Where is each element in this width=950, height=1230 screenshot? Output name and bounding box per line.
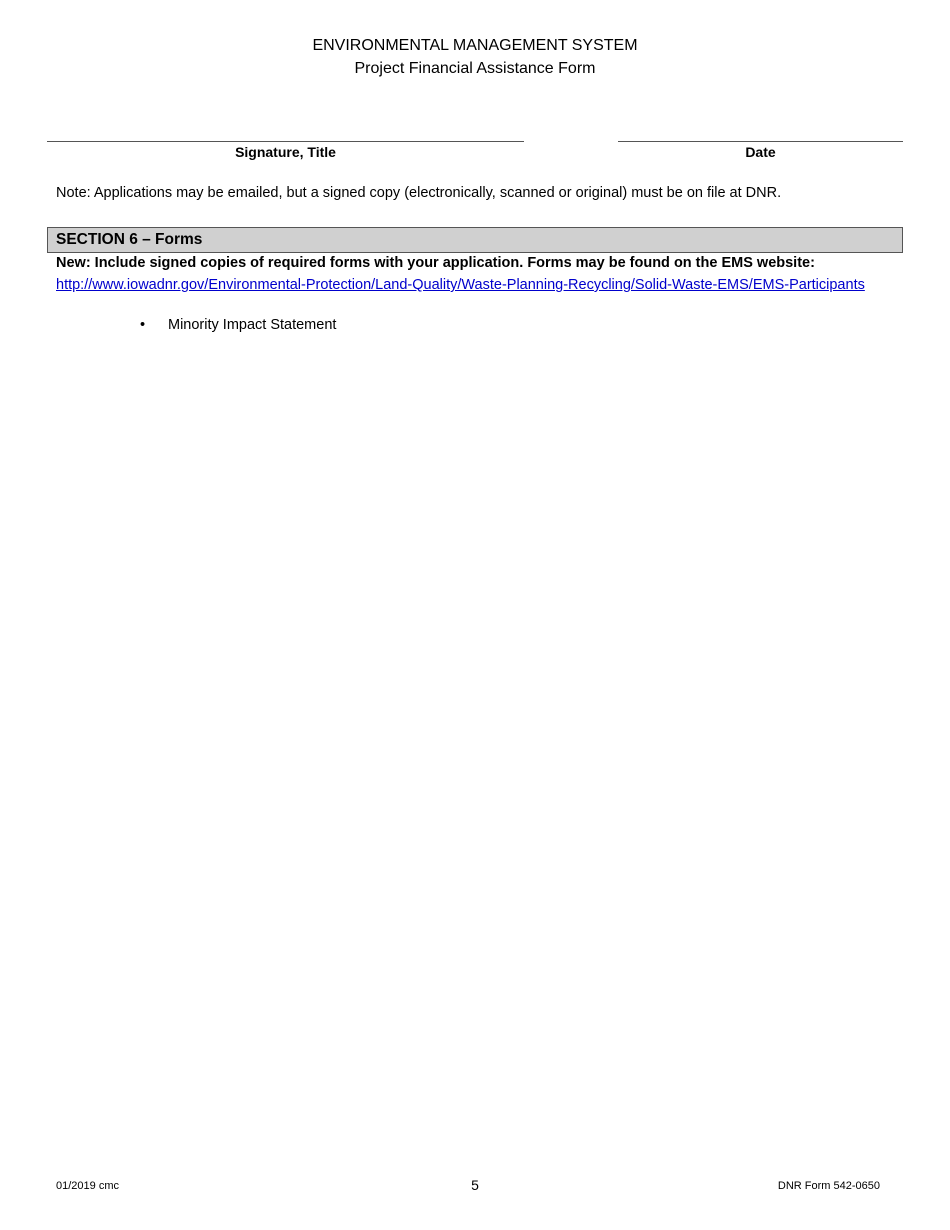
footer-date: 01/2019 cmc bbox=[56, 1180, 119, 1192]
form-title: ENVIRONMENTAL MANAGEMENT SYSTEM bbox=[312, 37, 638, 54]
bullet-icon: • bbox=[140, 317, 146, 333]
form-subtitle: Project Financial Assistance Form bbox=[354, 60, 596, 77]
page-header bbox=[0, 34, 950, 80]
ems-website-link[interactable]: http://www.iowadnr.gov/Environmental-Protection/Land-Quality/Waste-Planning-Recycling/Solid-Waste-EMS/EMS-Participants bbox=[56, 277, 865, 293]
signature-line bbox=[47, 141, 524, 142]
section-title: SECTION 6 – Forms bbox=[56, 231, 203, 248]
section-header bbox=[47, 227, 903, 253]
section-instruction: New: Include signed copies of required forms with your application. Forms may be found on the EMS website: bbox=[56, 255, 815, 271]
list-item-label: Minority Impact Statement bbox=[168, 317, 337, 333]
page-number: 5 bbox=[471, 1177, 479, 1193]
list-item bbox=[140, 317, 336, 333]
date-line bbox=[618, 141, 903, 142]
date-label: Date bbox=[745, 144, 776, 160]
signature-title-label: Signature, Title bbox=[235, 144, 336, 160]
form-number: DNR Form 542-0650 bbox=[777, 1180, 880, 1192]
note-text: Note: Applications may be emailed, but a signed copy (electronically, scanned or original) must be on file at DNR. bbox=[56, 185, 782, 201]
